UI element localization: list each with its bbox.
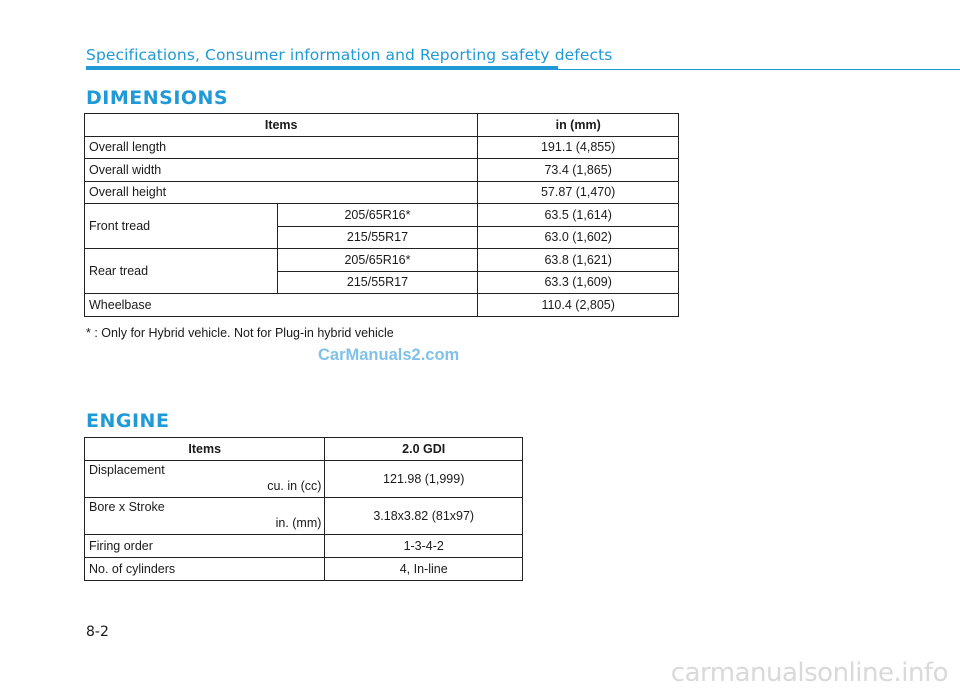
row-value: 63.8 (1,621) [478, 249, 679, 272]
row-item: Overall height [85, 181, 478, 204]
bottom-watermark: carmanualsonline.info [670, 658, 948, 688]
page-number: 8-2 [86, 624, 109, 640]
column-header: 2.0 GDI [325, 438, 523, 461]
engine-table [84, 437, 523, 581]
row-tire: 215/55R17 [277, 226, 478, 249]
column-header: in (mm) [478, 114, 679, 137]
table-row [85, 461, 523, 498]
column-header: Items [85, 114, 478, 137]
row-unit: in. (mm) [275, 516, 322, 530]
table-row [85, 558, 523, 581]
row-item: Overall width [85, 159, 478, 182]
column-header: Items [85, 438, 325, 461]
row-value: 63.3 (1,609) [478, 271, 679, 294]
row-item: Displacement [89, 463, 165, 477]
row-item: No. of cylinders [85, 558, 325, 581]
table-header-row [85, 438, 523, 461]
row-value: 191.1 (4,855) [478, 136, 679, 159]
table-row [85, 204, 679, 227]
row-value: 4, In-line [325, 558, 523, 581]
row-value: 73.4 (1,865) [478, 159, 679, 182]
page-header-title: Specifications, Consumer information and Reporting safety defects [86, 46, 613, 64]
row-tire: 205/65R16* [277, 204, 478, 227]
row-item: Bore x Stroke [89, 500, 165, 514]
row-item: Wheelbase [85, 294, 478, 317]
site-watermark: CarManuals2.com [318, 346, 460, 364]
row-tire: 215/55R17 [277, 271, 478, 294]
dimensions-footnote: * : Only for Hybrid vehicle. Not for Plug-in hybrid vehicle [86, 326, 394, 340]
header-rule-thin [558, 69, 960, 71]
row-value: 110.4 (2,805) [478, 294, 679, 317]
table-header-row [85, 114, 679, 137]
dimensions-heading: DIMENSIONS [86, 87, 229, 109]
row-item-cell [85, 498, 325, 535]
table-row [85, 159, 679, 182]
header-rule [86, 66, 558, 70]
row-item: Front tread [85, 204, 278, 249]
table-row [85, 249, 679, 272]
table-row [85, 498, 523, 535]
table-row [85, 294, 679, 317]
row-item: Overall length [85, 136, 478, 159]
row-value: 63.0 (1,602) [478, 226, 679, 249]
row-item: Firing order [85, 535, 325, 558]
row-value: 57.87 (1,470) [478, 181, 679, 204]
row-unit: cu. in (cc) [267, 479, 322, 493]
row-value: 1-3-4-2 [325, 535, 523, 558]
table-row [85, 535, 523, 558]
row-tire: 205/65R16* [277, 249, 478, 272]
dimensions-table [84, 113, 679, 317]
row-value: 121.98 (1,999) [325, 461, 523, 498]
row-item-cell [85, 461, 325, 498]
engine-heading: ENGINE [86, 410, 170, 432]
row-value: 3.18x3.82 (81x97) [325, 498, 523, 535]
row-value: 63.5 (1,614) [478, 204, 679, 227]
table-row [85, 136, 679, 159]
row-item: Rear tread [85, 249, 278, 294]
table-row [85, 181, 679, 204]
